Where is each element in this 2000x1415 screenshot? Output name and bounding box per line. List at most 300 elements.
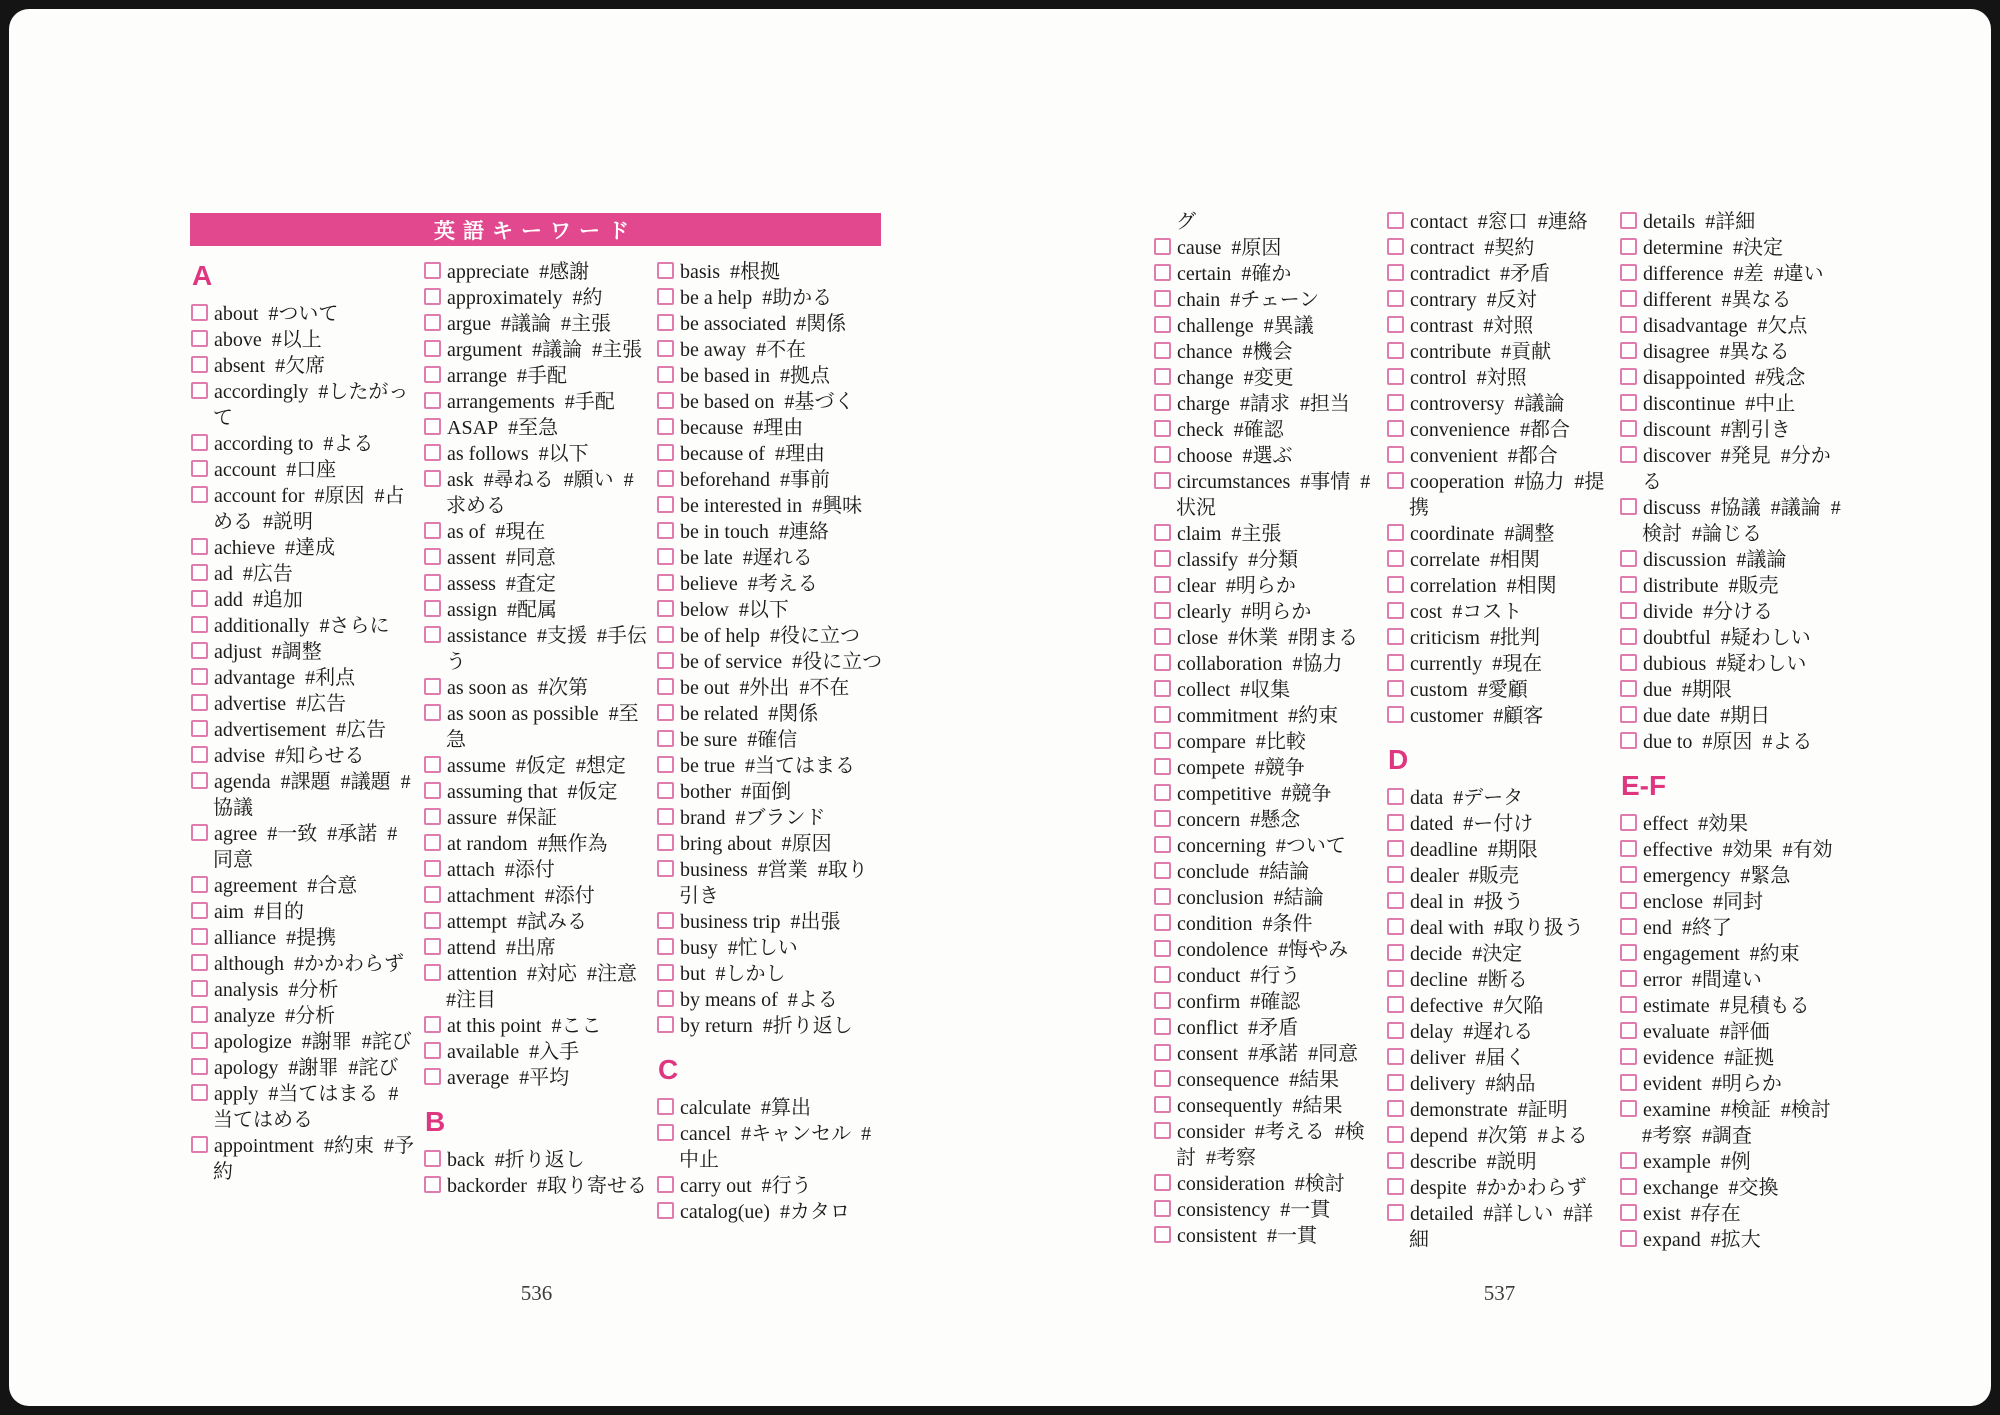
checkbox-icon[interactable] xyxy=(1154,1018,1171,1035)
checkbox-icon[interactable] xyxy=(1154,758,1171,775)
checkbox-icon[interactable] xyxy=(1387,316,1404,333)
keyword-text: cost #コスト xyxy=(1410,601,1523,623)
checkbox-icon[interactable] xyxy=(657,288,674,305)
checkbox-icon[interactable] xyxy=(1154,238,1171,255)
checkbox-icon[interactable] xyxy=(424,1150,441,1167)
checkbox-icon[interactable] xyxy=(424,678,441,695)
keyword-text: at this point #ここ xyxy=(447,1015,602,1037)
keyword-entry xyxy=(657,597,883,623)
checkbox-icon[interactable] xyxy=(1387,1100,1404,1117)
checkbox-icon[interactable] xyxy=(657,964,674,981)
checkbox-icon[interactable] xyxy=(1387,996,1404,1013)
checkbox-icon[interactable] xyxy=(657,366,674,383)
checkbox-icon[interactable] xyxy=(1154,940,1171,957)
checkbox-icon[interactable] xyxy=(657,626,674,643)
keyword-entry xyxy=(191,925,417,951)
checkbox-icon[interactable] xyxy=(424,938,441,955)
checkbox-icon[interactable] xyxy=(657,444,674,461)
checkbox-icon[interactable] xyxy=(424,288,441,305)
keyword-text: assent #同意 xyxy=(447,547,556,569)
checkbox-icon[interactable] xyxy=(1154,966,1171,983)
keyword-entry xyxy=(424,285,650,311)
checkbox-icon[interactable] xyxy=(424,600,441,617)
checkbox-icon[interactable] xyxy=(1387,290,1404,307)
checkbox-icon[interactable] xyxy=(191,486,208,503)
checkbox-icon[interactable] xyxy=(424,1042,441,1059)
keyword-text: discontinue #中止 xyxy=(1643,393,1796,415)
keyword-text: assure #保証 xyxy=(447,807,557,829)
section-heading: A xyxy=(192,260,213,291)
keyword-entry xyxy=(1154,521,1380,547)
checkbox-icon[interactable] xyxy=(191,304,208,321)
checkbox-icon[interactable] xyxy=(1620,420,1637,437)
page-number: 537 xyxy=(1483,1281,1516,1305)
checkbox-icon[interactable] xyxy=(191,902,208,919)
checkbox-icon[interactable] xyxy=(1387,368,1404,385)
checkbox-icon[interactable] xyxy=(1154,628,1171,645)
checkbox-icon[interactable] xyxy=(191,1032,208,1049)
checkbox-icon[interactable] xyxy=(1154,420,1171,437)
checkbox-icon[interactable] xyxy=(1620,1178,1637,1195)
checkbox-icon[interactable] xyxy=(1620,264,1637,281)
checkbox-icon[interactable] xyxy=(1387,1178,1404,1195)
checkbox-icon[interactable] xyxy=(1387,264,1404,281)
checkbox-icon[interactable] xyxy=(424,704,441,721)
keyword-text: add #追加 xyxy=(214,589,303,611)
keyword-text: discuss #協議 #議論 #検討 #論じる xyxy=(1642,497,1841,545)
checkbox-icon[interactable] xyxy=(657,756,674,773)
keyword-entry xyxy=(657,1095,883,1121)
checkbox-icon[interactable] xyxy=(1154,732,1171,749)
checkbox-icon[interactable] xyxy=(1620,996,1637,1013)
checkbox-icon[interactable] xyxy=(424,366,441,383)
checkbox-icon[interactable] xyxy=(1154,576,1171,593)
checkbox-icon[interactable] xyxy=(1154,1174,1171,1191)
checkbox-icon[interactable] xyxy=(657,1202,674,1219)
checkbox-icon[interactable] xyxy=(424,470,441,487)
checkbox-icon[interactable] xyxy=(657,990,674,1007)
checkbox-icon[interactable] xyxy=(424,912,441,929)
checkbox-icon[interactable] xyxy=(191,928,208,945)
keyword-text: because #理由 xyxy=(680,417,804,439)
checkbox-icon[interactable] xyxy=(1154,264,1171,281)
checkbox-icon[interactable] xyxy=(1620,1100,1637,1117)
checkbox-icon[interactable] xyxy=(1154,472,1171,489)
checkbox-icon[interactable] xyxy=(1387,212,1404,229)
checkbox-icon[interactable] xyxy=(424,860,441,877)
checkbox-icon[interactable] xyxy=(424,392,441,409)
checkbox-icon[interactable] xyxy=(1620,238,1637,255)
keyword-entry xyxy=(1387,625,1613,651)
checkbox-icon[interactable] xyxy=(424,444,441,461)
checkbox-icon[interactable] xyxy=(1620,446,1637,463)
keyword-text: additionally #さらに xyxy=(214,615,390,637)
checkbox-icon[interactable] xyxy=(1620,576,1637,593)
keyword-entry xyxy=(424,623,650,675)
checkbox-icon[interactable] xyxy=(657,470,674,487)
checkbox-icon[interactable] xyxy=(1620,944,1637,961)
checkbox-icon[interactable] xyxy=(1154,1070,1171,1087)
keyword-text: doubtful #疑わしい xyxy=(1643,627,1811,649)
keyword-text: contrary #反対 xyxy=(1410,289,1537,311)
keyword-text: be away #不在 xyxy=(680,339,807,361)
checkbox-icon[interactable] xyxy=(657,1098,674,1115)
checkbox-icon[interactable] xyxy=(424,262,441,279)
checkbox-icon[interactable] xyxy=(657,834,674,851)
checkbox-icon[interactable] xyxy=(1620,290,1637,307)
checkbox-icon[interactable] xyxy=(1154,394,1171,411)
keyword-text: be out #外出 #不在 xyxy=(680,677,850,699)
checkbox-icon[interactable] xyxy=(191,876,208,893)
keyword-entry xyxy=(424,909,650,935)
checkbox-icon[interactable] xyxy=(1620,628,1637,645)
keyword-entry xyxy=(657,1013,883,1039)
checkbox-icon[interactable] xyxy=(1620,1074,1637,1091)
keyword-text: deadline #期限 xyxy=(1410,839,1538,861)
checkbox-icon[interactable] xyxy=(424,1016,441,1033)
keyword-entry xyxy=(1154,235,1380,261)
keyword-text: but #しかし xyxy=(680,963,786,985)
keyword-text: be based in #拠点 xyxy=(680,365,830,387)
checkbox-icon[interactable] xyxy=(1620,1152,1637,1169)
checkbox-icon[interactable] xyxy=(1387,654,1404,671)
section-heading: B xyxy=(425,1106,446,1137)
keyword-text: disappointed #残念 xyxy=(1643,367,1806,389)
keyword-text: expand #拡大 xyxy=(1643,1229,1761,1251)
checkbox-icon[interactable] xyxy=(1387,1048,1404,1065)
checkbox-icon[interactable] xyxy=(1154,1200,1171,1217)
keyword-text: dealer #販売 xyxy=(1410,865,1519,887)
keyword-entry xyxy=(1154,989,1380,1015)
keyword-text: correlation #相関 xyxy=(1410,575,1557,597)
checkbox-icon[interactable] xyxy=(657,912,674,929)
checkbox-icon[interactable] xyxy=(1620,550,1637,567)
keyword-entry xyxy=(1154,937,1380,963)
keyword-entry xyxy=(1154,1171,1380,1197)
keyword-entry xyxy=(657,675,883,701)
checkbox-icon[interactable] xyxy=(1387,1074,1404,1091)
checkbox-icon[interactable] xyxy=(424,782,441,799)
checkbox-icon[interactable] xyxy=(1387,706,1404,723)
keyword-text: disagree #異なる xyxy=(1643,341,1790,363)
keyword-text: according to #よる xyxy=(214,433,374,455)
checkbox-icon[interactable] xyxy=(1154,550,1171,567)
keyword-text: attachment #添付 xyxy=(447,885,595,907)
keyword-entry xyxy=(1154,755,1380,781)
checkbox-icon[interactable] xyxy=(657,652,674,669)
checkbox-icon[interactable] xyxy=(191,460,208,477)
checkbox-icon[interactable] xyxy=(424,834,441,851)
keyword-entry xyxy=(1154,807,1380,833)
checkbox-icon[interactable] xyxy=(1620,654,1637,671)
checkbox-icon[interactable] xyxy=(191,954,208,971)
keyword-entry xyxy=(1620,811,1846,837)
checkbox-icon[interactable] xyxy=(1387,238,1404,255)
checkbox-icon[interactable] xyxy=(191,1006,208,1023)
keyword-entry xyxy=(1387,469,1613,521)
checkbox-icon[interactable] xyxy=(657,496,674,513)
keyword-text: apply #当てはまる #当てはめる xyxy=(213,1083,399,1131)
checkbox-icon[interactable] xyxy=(424,808,441,825)
keyword-text: advertise #広告 xyxy=(214,693,347,715)
checkbox-icon[interactable] xyxy=(1620,1204,1637,1221)
checkbox-icon[interactable] xyxy=(657,678,674,695)
checkbox-icon[interactable] xyxy=(1620,1048,1637,1065)
checkbox-icon[interactable] xyxy=(1620,602,1637,619)
checkbox-icon[interactable] xyxy=(1387,840,1404,857)
checkbox-icon[interactable] xyxy=(424,418,441,435)
keyword-text: clearly #明らか xyxy=(1177,601,1312,623)
checkbox-icon[interactable] xyxy=(657,314,674,331)
keyword-entry xyxy=(1387,1123,1613,1149)
checkbox-icon[interactable] xyxy=(191,694,208,711)
checkbox-icon[interactable] xyxy=(1154,914,1171,931)
keyword-text: end #終了 xyxy=(1643,917,1732,939)
keyword-text: defective #欠陥 xyxy=(1410,995,1544,1017)
keyword-entry xyxy=(657,1173,883,1199)
checkbox-icon[interactable] xyxy=(1387,892,1404,909)
checkbox-icon[interactable] xyxy=(1154,342,1171,359)
checkbox-icon[interactable] xyxy=(1620,498,1637,515)
keyword-entry xyxy=(1154,573,1380,599)
checkbox-icon[interactable] xyxy=(1387,472,1404,489)
keyword-entry xyxy=(424,753,650,779)
checkbox-icon[interactable] xyxy=(1154,1122,1171,1139)
checkbox-icon[interactable] xyxy=(1620,970,1637,987)
checkbox-icon[interactable] xyxy=(1620,732,1637,749)
checkbox-icon[interactable] xyxy=(191,668,208,685)
checkbox-icon[interactable] xyxy=(1387,1022,1404,1039)
keyword-text: condolence #悔やみ xyxy=(1177,939,1349,961)
checkbox-icon[interactable] xyxy=(1620,1230,1637,1247)
checkbox-icon[interactable] xyxy=(1154,654,1171,671)
checkbox-icon[interactable] xyxy=(1154,524,1171,541)
keyword-entry xyxy=(1387,941,1613,967)
checkbox-icon[interactable] xyxy=(1154,1044,1171,1061)
keyword-entry xyxy=(1387,677,1613,703)
checkbox-icon[interactable] xyxy=(1154,992,1171,1009)
keyword-text: detailed #詳しい #詳細 xyxy=(1409,1203,1594,1251)
checkbox-icon[interactable] xyxy=(657,392,674,409)
keyword-text: due date #期日 xyxy=(1643,705,1771,727)
keyword-entry xyxy=(191,821,417,873)
checkbox-icon[interactable] xyxy=(424,1176,441,1193)
checkbox-icon[interactable] xyxy=(424,886,441,903)
checkbox-icon[interactable] xyxy=(1387,576,1404,593)
checkbox-icon[interactable] xyxy=(1620,706,1637,723)
keyword-entry xyxy=(191,769,417,821)
checkbox-icon[interactable] xyxy=(1387,524,1404,541)
checkbox-icon[interactable] xyxy=(1620,316,1637,333)
checkbox-icon[interactable] xyxy=(657,262,674,279)
keyword-text: convenient #都合 xyxy=(1410,445,1558,467)
keyword-text: customer #顧客 xyxy=(1410,705,1544,727)
checkbox-icon[interactable] xyxy=(1154,602,1171,619)
checkbox-icon[interactable] xyxy=(191,642,208,659)
checkbox-icon[interactable] xyxy=(657,574,674,591)
keyword-entry xyxy=(1620,1201,1846,1227)
checkbox-icon[interactable] xyxy=(1387,1126,1404,1143)
checkbox-icon[interactable] xyxy=(657,1176,674,1193)
checkbox-icon[interactable] xyxy=(1387,918,1404,935)
checkbox-icon[interactable] xyxy=(424,314,441,331)
keyword-entry xyxy=(424,831,650,857)
keyword-entry xyxy=(1620,209,1846,235)
checkbox-icon[interactable] xyxy=(1387,550,1404,567)
checkbox-icon[interactable] xyxy=(424,548,441,565)
checkbox-icon[interactable] xyxy=(1387,342,1404,359)
keyword-text: alliance #提携 xyxy=(214,927,337,949)
checkbox-icon[interactable] xyxy=(1154,836,1171,853)
keyword-text: carry out #行う xyxy=(680,1175,812,1197)
checkbox-icon[interactable] xyxy=(1387,970,1404,987)
checkbox-icon[interactable] xyxy=(1387,394,1404,411)
keyword-entry xyxy=(1620,417,1846,443)
checkbox-icon[interactable] xyxy=(424,340,441,357)
checkbox-icon[interactable] xyxy=(424,626,441,643)
keyword-column xyxy=(1387,209,1613,1253)
checkbox-icon[interactable] xyxy=(191,980,208,997)
checkbox-icon[interactable] xyxy=(1387,628,1404,645)
checkbox-icon[interactable] xyxy=(657,1016,674,1033)
keyword-entry xyxy=(424,519,650,545)
keyword-text: appointment #約束 #予約 xyxy=(213,1135,414,1183)
keyword-entry xyxy=(191,899,417,925)
checkbox-icon[interactable] xyxy=(657,548,674,565)
keyword-entry xyxy=(1154,261,1380,287)
checkbox-icon[interactable] xyxy=(1154,810,1171,827)
checkbox-icon[interactable] xyxy=(1154,888,1171,905)
checkbox-icon[interactable] xyxy=(1387,680,1404,697)
checkbox-icon[interactable] xyxy=(1154,316,1171,333)
checkbox-icon[interactable] xyxy=(1387,602,1404,619)
keyword-text: coordinate #調整 xyxy=(1410,523,1555,545)
checkbox-icon[interactable] xyxy=(1387,788,1404,805)
checkbox-icon[interactable] xyxy=(1387,866,1404,883)
keyword-entry xyxy=(424,805,650,831)
checkbox-icon[interactable] xyxy=(1620,1022,1637,1039)
checkbox-icon[interactable] xyxy=(191,1058,208,1075)
checkbox-icon[interactable] xyxy=(657,418,674,435)
keyword-entry xyxy=(1387,287,1613,313)
checkbox-icon[interactable] xyxy=(191,382,208,399)
keyword-text: consequence #結果 xyxy=(1177,1069,1340,1091)
checkbox-icon[interactable] xyxy=(657,782,674,799)
checkbox-icon[interactable] xyxy=(657,600,674,617)
keyword-entry xyxy=(1387,837,1613,863)
checkbox-icon[interactable] xyxy=(191,538,208,555)
checkbox-icon[interactable] xyxy=(1620,680,1637,697)
keyword-entry xyxy=(191,639,417,665)
checkbox-icon[interactable] xyxy=(1154,1226,1171,1243)
keyword-text: ad #広告 xyxy=(214,563,293,585)
checkbox-icon[interactable] xyxy=(1387,1152,1404,1169)
checkbox-icon[interactable] xyxy=(1620,394,1637,411)
checkbox-icon[interactable] xyxy=(1620,212,1637,229)
section-heading: C xyxy=(658,1054,679,1085)
checkbox-icon[interactable] xyxy=(191,1136,208,1153)
checkbox-icon[interactable] xyxy=(1154,368,1171,385)
keyword-text: analyze #分析 xyxy=(214,1005,336,1027)
checkbox-icon[interactable] xyxy=(657,522,674,539)
checkbox-icon[interactable] xyxy=(1620,866,1637,883)
checkbox-icon[interactable] xyxy=(191,590,208,607)
checkbox-icon[interactable] xyxy=(657,704,674,721)
checkbox-icon[interactable] xyxy=(1154,446,1171,463)
checkbox-icon[interactable] xyxy=(1387,1204,1404,1221)
keyword-entry xyxy=(191,691,417,717)
keyword-entry xyxy=(424,337,650,363)
checkbox-icon[interactable] xyxy=(191,772,208,789)
checkbox-icon[interactable] xyxy=(191,824,208,841)
checkbox-icon[interactable] xyxy=(1154,1096,1171,1113)
checkbox-icon[interactable] xyxy=(1387,814,1404,831)
keyword-entry xyxy=(1620,365,1846,391)
checkbox-icon[interactable] xyxy=(657,808,674,825)
checkbox-icon[interactable] xyxy=(1154,706,1171,723)
checkbox-icon[interactable] xyxy=(424,522,441,539)
checkbox-icon[interactable] xyxy=(1387,420,1404,437)
keyword-text: consider #考える #検討 #考察 xyxy=(1176,1121,1365,1169)
checkbox-icon[interactable] xyxy=(1154,862,1171,879)
checkbox-icon[interactable] xyxy=(1387,446,1404,463)
checkbox-icon[interactable] xyxy=(1154,290,1171,307)
keyword-entry xyxy=(657,1199,883,1225)
checkbox-icon[interactable] xyxy=(1387,944,1404,961)
keyword-text: account #口座 xyxy=(214,459,337,481)
keyword-text: demonstrate #証明 xyxy=(1410,1099,1568,1121)
checkbox-icon[interactable] xyxy=(191,434,208,451)
checkbox-icon[interactable] xyxy=(1620,342,1637,359)
checkbox-icon[interactable] xyxy=(1620,368,1637,385)
keyword-text: argue #議論 #主張 xyxy=(447,313,612,335)
checkbox-icon[interactable] xyxy=(191,1084,208,1101)
checkbox-icon[interactable] xyxy=(1620,840,1637,857)
keyword-text: condition #条件 xyxy=(1177,913,1313,935)
checkbox-icon[interactable] xyxy=(191,720,208,737)
checkbox-icon[interactable] xyxy=(424,1068,441,1085)
keyword-entry xyxy=(1620,993,1846,1019)
checkbox-icon[interactable] xyxy=(657,1124,674,1141)
checkbox-icon[interactable] xyxy=(191,356,208,373)
keyword-text: bother #面倒 xyxy=(680,781,792,803)
checkbox-icon[interactable] xyxy=(191,564,208,581)
keyword-entry xyxy=(657,363,883,389)
checkbox-icon[interactable] xyxy=(191,746,208,763)
keyword-text: beforehand #事前 xyxy=(680,469,830,491)
checkbox-icon[interactable] xyxy=(657,938,674,955)
checkbox-icon[interactable] xyxy=(424,574,441,591)
checkbox-icon[interactable] xyxy=(657,340,674,357)
keyword-entry xyxy=(191,717,417,743)
keyword-entry xyxy=(1154,781,1380,807)
checkbox-icon[interactable] xyxy=(657,860,674,877)
checkbox-icon[interactable] xyxy=(424,756,441,773)
keyword-entry xyxy=(1620,1175,1846,1201)
checkbox-icon[interactable] xyxy=(657,730,674,747)
checkbox-icon[interactable] xyxy=(1154,680,1171,697)
checkbox-icon[interactable] xyxy=(1154,784,1171,801)
checkbox-icon[interactable] xyxy=(1620,814,1637,831)
checkbox-icon[interactable] xyxy=(1620,918,1637,935)
checkbox-icon[interactable] xyxy=(191,330,208,347)
keyword-entry xyxy=(1154,313,1380,339)
checkbox-icon[interactable] xyxy=(191,616,208,633)
checkbox-icon[interactable] xyxy=(424,964,441,981)
keyword-text: arrangements #手配 xyxy=(447,391,615,413)
checkbox-icon[interactable] xyxy=(1620,892,1637,909)
keyword-text: agenda #課題 #議題 #協議 xyxy=(213,771,411,819)
